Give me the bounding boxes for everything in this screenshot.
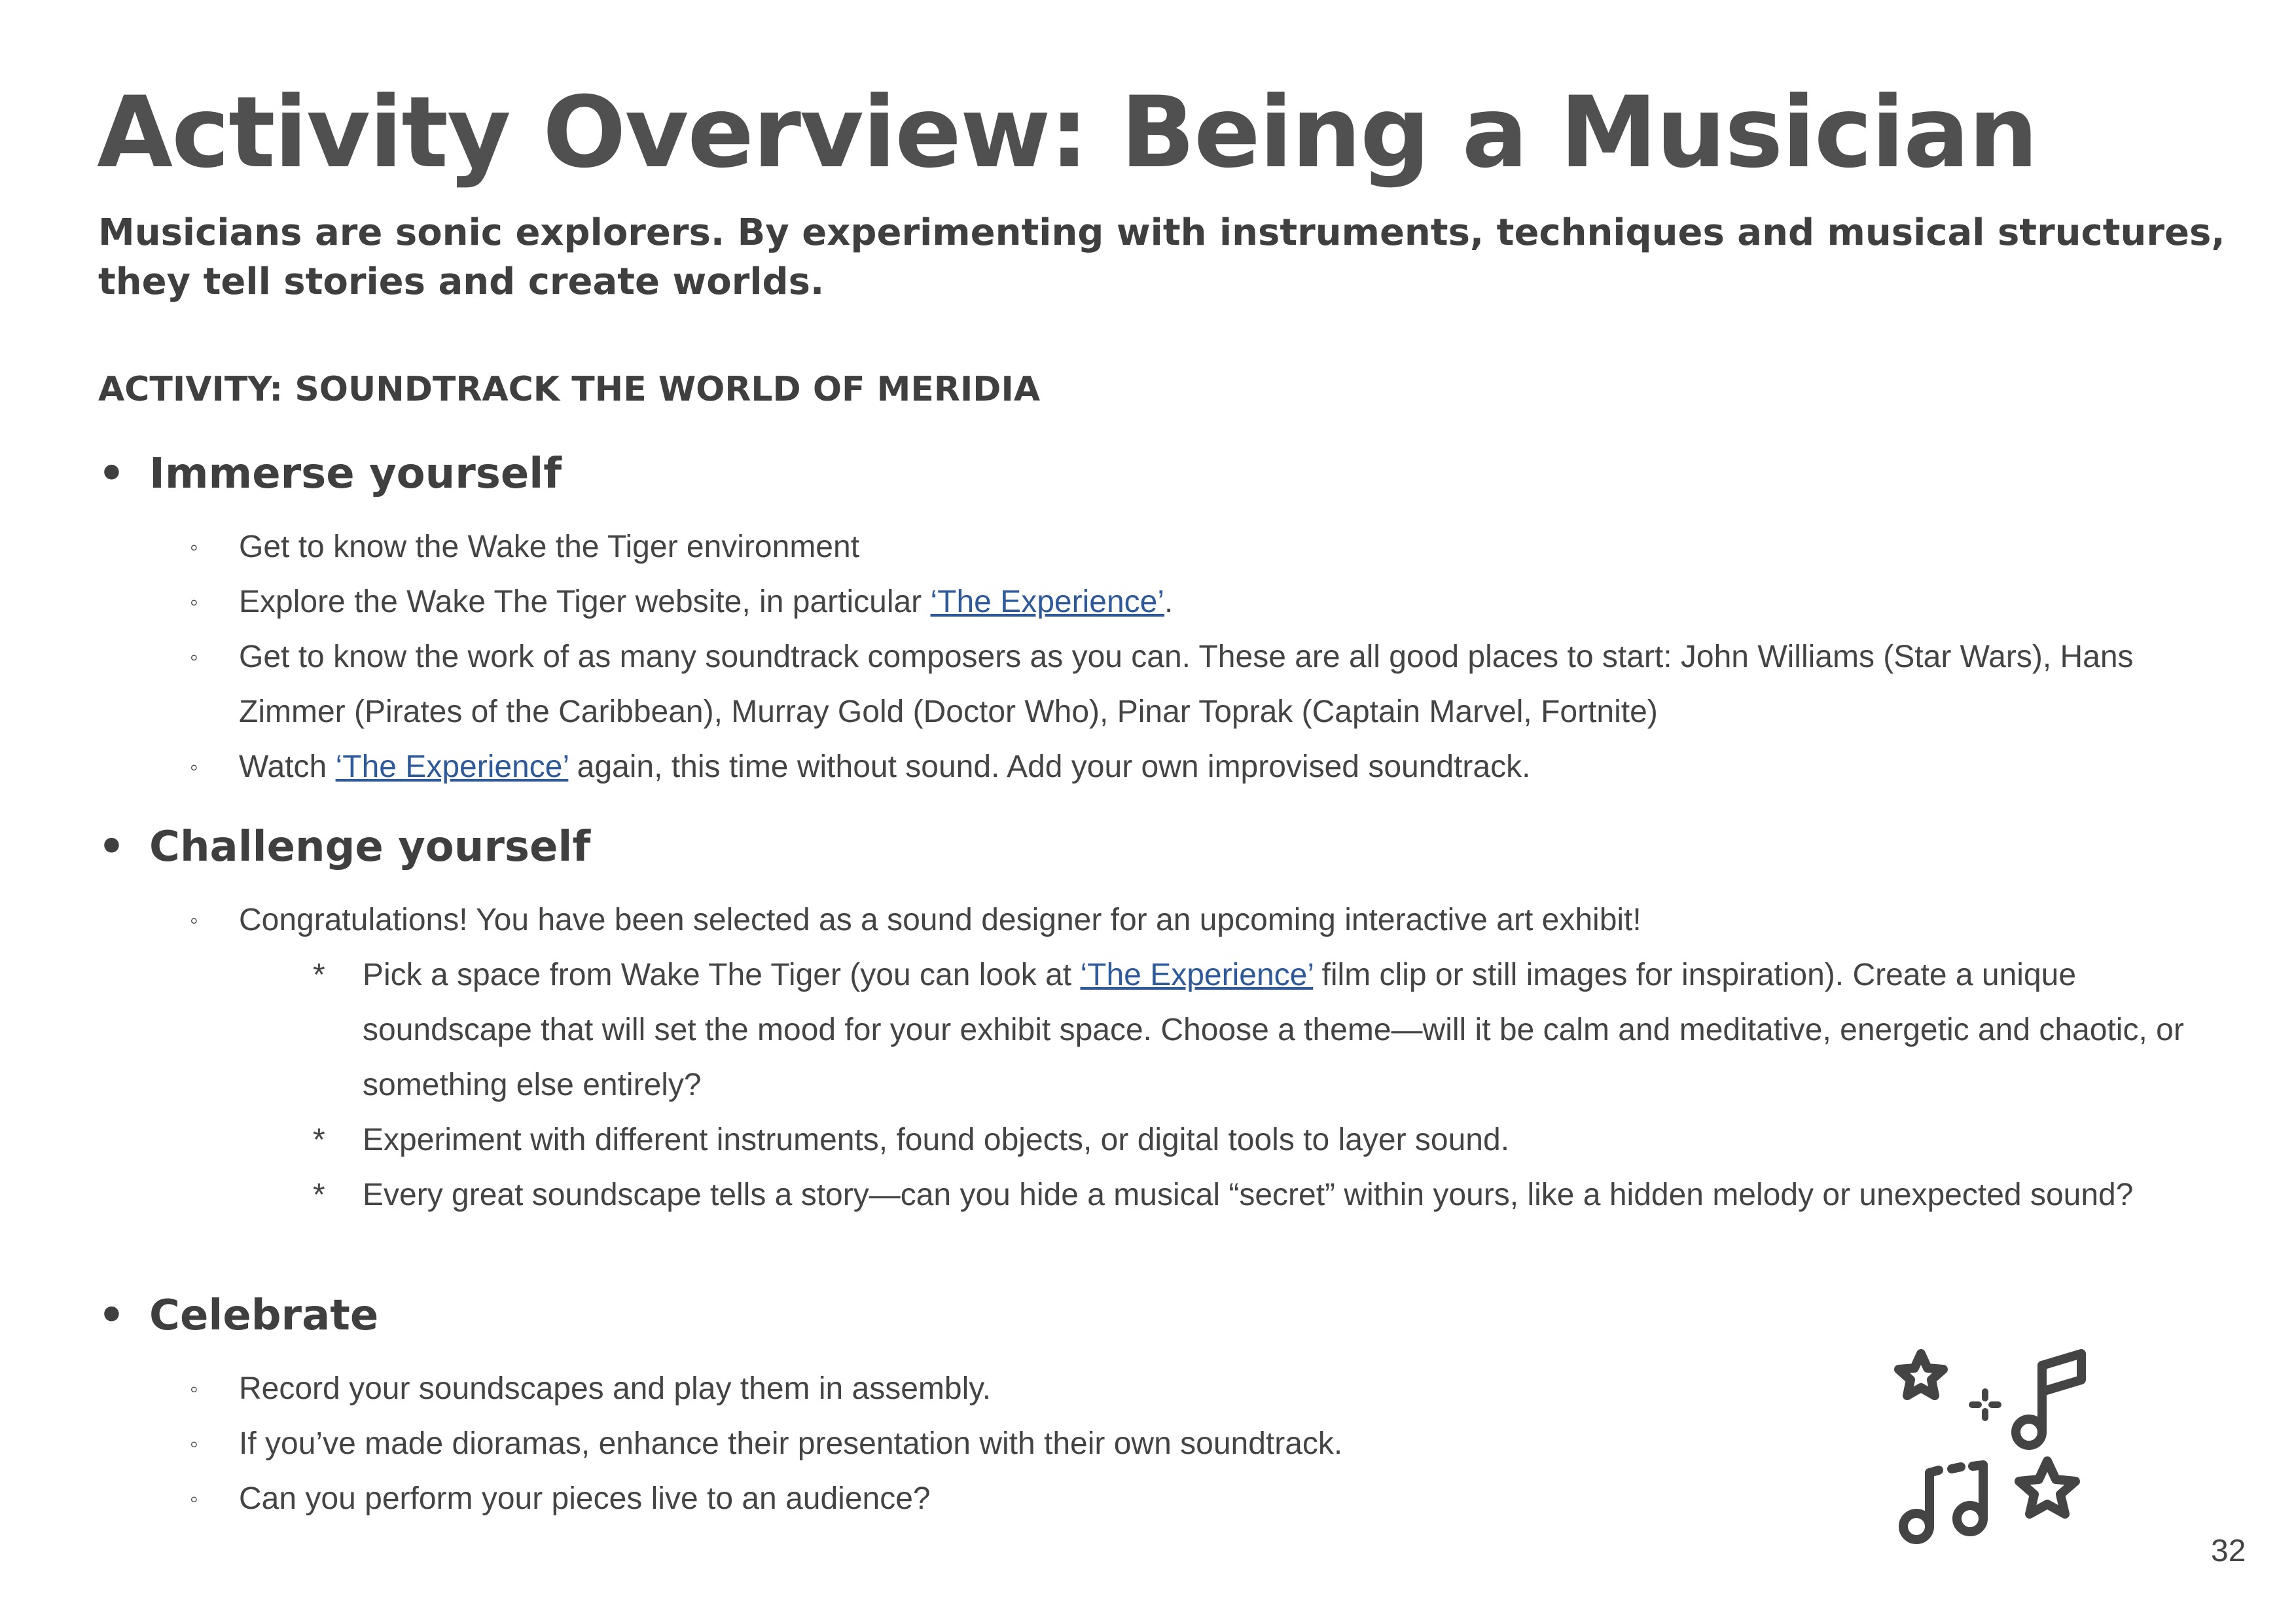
list-item xyxy=(0,740,2296,795)
list-item-text: Experiment with different instruments, found objects, or digital tools to layer sound. xyxy=(363,1123,1510,1157)
bullet-marker: • xyxy=(98,823,125,871)
challenge-list xyxy=(0,893,2296,1223)
star-icon xyxy=(2019,1461,2075,1514)
section-heading-label: Challenge yourself xyxy=(149,823,591,871)
sub-bullet-marker: ◦ xyxy=(190,588,198,615)
star-bullet-marker: * xyxy=(313,1123,325,1157)
sub-bullet-marker: ◦ xyxy=(190,643,198,670)
section-heading-celebrate xyxy=(98,1288,378,1343)
list-item-text: If you’ve made dioramas, enhance their presentation with their own soundtrack. xyxy=(239,1426,1343,1461)
section-heading-label: Immerse yourself xyxy=(149,450,562,498)
list-item-text: Pick a space from Wake The Tiger (you can look at xyxy=(363,958,1081,992)
page-title: Activity Overview: Being a Musician xyxy=(97,76,2037,190)
list-item-text: Get to know the Wake the Tiger environment xyxy=(239,530,860,564)
the-experience-link[interactable]: ‘The Experience’ xyxy=(1080,958,1314,992)
sub-bullet-marker: ◦ xyxy=(190,753,198,780)
list-item-text: Explore the Wake The Tiger website, in particular xyxy=(239,585,931,619)
list-item-text: Congratulations! You have been selected as a sound designer for an upcoming interactive art exhibit! xyxy=(239,903,1641,937)
list-item xyxy=(0,520,2296,575)
section-heading-immerse xyxy=(98,446,562,501)
page-subtitle: Musicians are sonic explorers. By experimenting with instruments, techniques and musical structures, they tell stories and create worlds. xyxy=(98,211,2225,303)
list-item-text: Can you perform your pieces live to an audience? xyxy=(239,1481,931,1516)
star-icon xyxy=(1899,1354,1943,1396)
sparkle-icon xyxy=(1972,1392,1998,1418)
star-bullet-marker: * xyxy=(313,1178,325,1212)
page-number: 32 xyxy=(2211,1534,2246,1568)
activity-heading: ACTIVITY: SOUNDTRACK THE WORLD OF MERIDIA xyxy=(98,370,1041,409)
list-subitem xyxy=(0,1113,2296,1168)
double-music-note-icon xyxy=(1903,1465,1983,1540)
sub-bullet-marker: ◦ xyxy=(190,1375,198,1402)
music-notes-stars-icon xyxy=(1892,1348,2108,1564)
the-experience-link[interactable]: ‘The Experience’ xyxy=(335,749,569,784)
list-item-text: film clip or still images for inspiration). Create a unique soundscape that will set the mood for your exhibit space. Choose a theme—will it be calm and meditative, energetic and chaotic, or something else entirely? xyxy=(363,958,2184,1102)
section-heading-challenge xyxy=(98,820,590,875)
list-item-text: . xyxy=(1164,585,1174,619)
the-experience-link[interactable]: ‘The Experience’ xyxy=(930,585,1165,619)
list-item-text: again, this time without sound. Add your own improvised soundtrack. xyxy=(568,749,1531,784)
list-item xyxy=(0,575,2296,630)
section-heading-label: Celebrate xyxy=(149,1291,379,1340)
sub-bullet-marker: ◦ xyxy=(190,1430,198,1457)
list-subitem xyxy=(0,948,2296,1113)
star-bullet-marker: * xyxy=(313,958,325,992)
bullet-marker: • xyxy=(98,1291,125,1340)
music-note-icon xyxy=(2016,1354,2081,1445)
sub-bullet-marker: ◦ xyxy=(190,533,198,560)
list-item-text: Record your soundscapes and play them in assembly. xyxy=(239,1371,992,1406)
list-item xyxy=(0,630,2296,740)
list-item-text: Get to know the work of as many soundtrack composers as you can. These are all good places to start: John Williams (Star Wars), Hans Zimmer (Pirates of the Caribbean), Murray Gold (Doctor Who), Pinar Toprak (Captain Marvel, Fortnite) xyxy=(239,640,2134,729)
list-item xyxy=(0,893,2296,948)
list-item-text: Watch xyxy=(239,749,336,784)
immerse-list xyxy=(0,520,2296,795)
sub-bullet-marker: ◦ xyxy=(190,907,198,933)
list-subitem xyxy=(0,1168,2296,1223)
sub-bullet-marker: ◦ xyxy=(190,1485,198,1512)
bullet-marker: • xyxy=(98,450,125,498)
list-item-text: Every great soundscape tells a story—can you hide a musical “secret” within yours, like a hidden melody or unexpected sound? xyxy=(363,1178,2134,1212)
